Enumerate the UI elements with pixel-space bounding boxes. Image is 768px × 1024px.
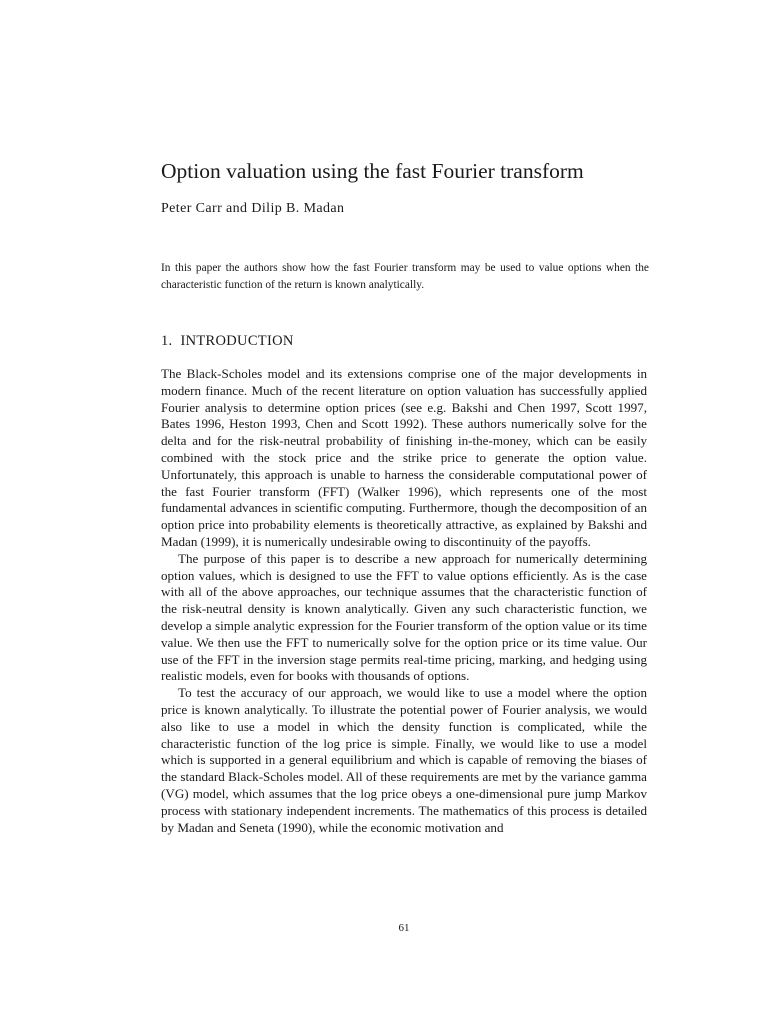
body-text (161, 366, 647, 836)
paragraph-1: The Black-Scholes model and its extensions comprise one of the major developments in modern finance. Much of the recent literature on option valuation has successfully applied Fourier analysis to determine option prices (see e.g. Bakshi and Chen 1997, Scott 1997, Bates 1996, Heston 1993, Chen and Scott 1992). These authors numerically solve for the delta and for the risk-neutral probability of finishing in-the-money, which can be easily combined with the stock price and the strike price to generate the option value. Unfortunately, this approach is unable to harness the considerable computational power of the fast Fourier transform (FFT) (Walker 1996), which represents one of the most fundamental advances in scientific computing. Furthermore, though the decomposition of an option price into probability elements is theoretically attractive, as explained by Bakshi and Madan (1999), it is numerically undesirable owing to discontinuity of the payoffs. (161, 366, 647, 549)
paragraph-2: The purpose of this paper is to describe a new approach for numerically determining option values, which is designed to use the FFT to value options efficiently. As is the case with all of the above approaches, our technique assumes that the characteristic function of the risk-neutral density is known analytically. Given any such characteristic function, we develop a simple analytic expression for the Fourier transform of the option value or its time value. We then use the FFT to numerically solve for the option price or its time value. Our use of the FFT in the inversion stage permits real-time pricing, marking, and hedging using realistic models, even for books with thousands of options. (161, 550, 647, 684)
section-number: 1. (161, 333, 173, 349)
page-number: 61 (398, 922, 410, 934)
section-heading (161, 332, 294, 350)
paragraph-3: To test the accuracy of our approach, we would like to use a model where the option price is known analytically. To illustrate the potential power of Fourier analysis, we would also like to use a model in which the density function is complicated, while the characteristic function of the log price is simple. Finally, we would like to use a model which is supported in a general equilibrium and which is capable of removing the biases of the standard Black-Scholes model. All of these requirements are met by the variance gamma (VG) model, which assumes that the log price obeys a one-dimensional pure jump Markov process with stationary independent increments. The mathematics of this process is detailed by Madan and Seneta (1990), while the economic motivation and (161, 685, 647, 835)
author-line: Peter Carr and Dilip B. Madan (161, 201, 345, 216)
section-title: INTRODUCTION (180, 333, 294, 349)
paper-title: Option valuation using the fast Fourier transform (161, 159, 584, 183)
abstract: In this paper the authors show how the fast Fourier transform may be used to value options when the characteristic function of the return is known analytically. (161, 262, 649, 291)
